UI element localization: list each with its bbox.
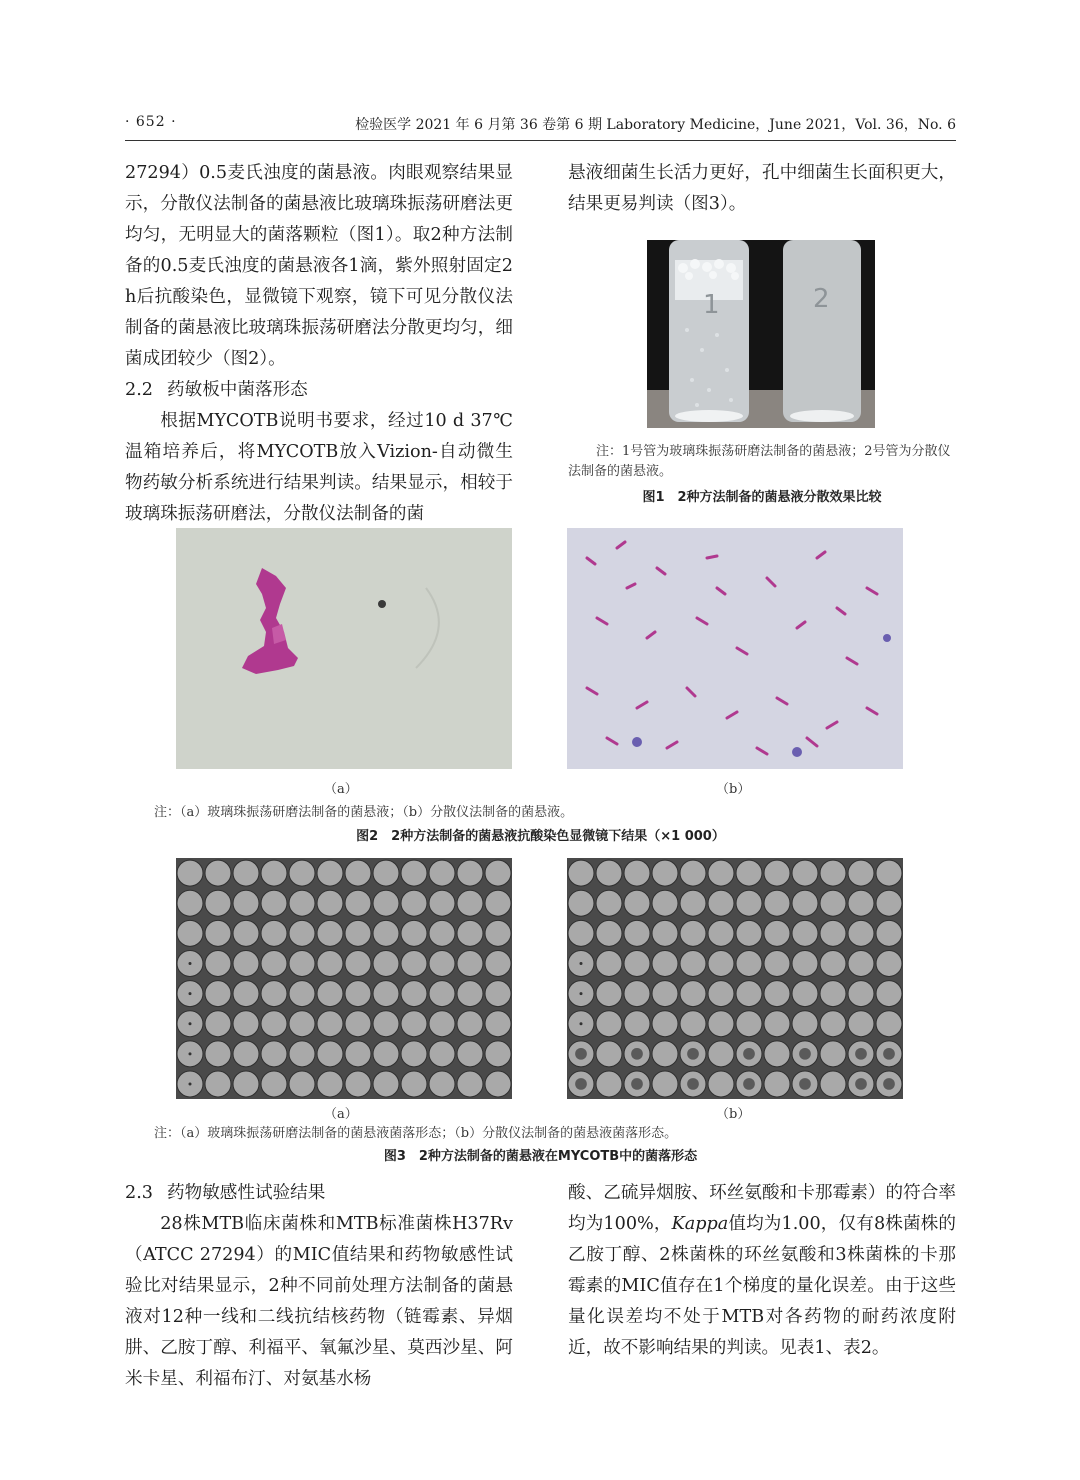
left-column-top [125, 158, 513, 530]
figure3-label-b: （b） [716, 1107, 751, 1122]
journal-header: 检验医学 2021 年 6 月第 36 卷第 6 期 Laboratory Medicine，June 2021，Vol. 36，No. 6 [355, 117, 956, 133]
figure2a-micrograph [176, 528, 512, 769]
text-part-2: 值均为1.00，仅有8株菌株的乙胺丁醇、2株菌株的环丝氨酸和3株菌株的卡那霉素的MIC值存在1个梯度的量化误差。由于这些量化误差均不处于MTB对各药物的耐药浓度附近，故不影响结果的判读。见表1、表2。 [568, 1214, 956, 1358]
section-title: 药敏板中菌落形态 [167, 380, 308, 400]
section-title: 药物敏感性试验结果 [167, 1183, 326, 1203]
paragraph-colony-morphology: 根据MYCOTB说明书要求，经过10 d 37℃温箱培养后，将MYCOTB放入Vizion-自动微生物药敏分析系统进行结果判读。结果显示，相较于玻璃珠振荡研磨法，分散仪法制备的菌 [125, 411, 513, 524]
section-number: 2.3 [125, 1183, 153, 1203]
figure3-note: 注：（a）玻璃珠振荡研磨法制备的菌悬液菌落形态；（b）分散仪法制备的菌悬液菌落形态。 [154, 1126, 678, 1141]
tube2-label: 2 [813, 284, 830, 314]
page-number: · 652 · [125, 114, 177, 130]
figure3-caption: 图3 2种方法制备的菌悬液在MYCOTB中的菌落形态 [383, 1149, 698, 1164]
figure3b-plate [567, 858, 903, 1099]
figure2b-micrograph [567, 528, 903, 769]
figure2-note: 注：（a）玻璃珠振荡研磨法制备的菌悬液；（b）分散仪法制备的菌悬液。 [154, 805, 574, 820]
text-part-1: 酸、乙硫异烟胺、环丝氨酸和卡那霉素）的符合率均为100%， [568, 1183, 956, 1234]
section-number: 2.2 [125, 380, 153, 400]
right-column-top [568, 158, 956, 220]
figure3-label-a: （a） [324, 1107, 358, 1122]
header-rule [125, 140, 956, 141]
figure1-caption: 图1 2种方法制备的菌悬液分散效果比较 [642, 490, 882, 505]
paragraph-susceptibility-continued [568, 1178, 956, 1364]
paragraph-susceptibility: 28株MTB临床菌株和MTB标准菌株H37Rv（ATCC 27294）的MIC值结果和药物敏感性试验比对结果显示，2种不同前处理方法制备的菌悬液对12种一线和二线抗结核药物（链霉素、异烟肼、乙胺丁醇、利福平、氧氟沙星、莫西沙星、阿米卡星、利福布汀、对氨基水杨 [125, 1214, 513, 1389]
kappa-term: Kappa [671, 1214, 729, 1234]
figure2-caption: 图2 2种方法制备的菌悬液抗酸染色显微镜下结果（×1 000） [356, 829, 725, 844]
section-heading-2-3 [125, 1178, 513, 1209]
figure1-note: 注：1号管为玻璃珠振荡研磨法制备的菌悬液；2号管为分散仪法制备的菌悬液。 [568, 444, 951, 479]
figure1-photo [647, 240, 875, 428]
paragraph-results-dispersion: 27294）0.5麦氏浊度的菌悬液。肉眼观察结果显示，分散仪法制备的菌悬液比玻璃珠振荡研磨法更均匀，无明显大的菌落颗粒（图1）。取2种方法制备的0.5麦氏浊度的菌悬液各1滴，紫外照射固定2 h后抗酸染色，显微镜下观察，镜下可见分散仪法制备的菌悬液比玻璃珠振荡研磨法分散更均匀，细菌成团较少（图2）。 [125, 163, 513, 369]
left-column-bottom [125, 1178, 513, 1395]
section-heading-2-2 [125, 375, 513, 406]
figure3a-plate [176, 858, 512, 1099]
right-column-bottom [568, 1178, 956, 1364]
tube1-label: 1 [703, 290, 720, 320]
figure2-label-b: （b） [716, 782, 751, 797]
paragraph-continued: 悬液细菌生长活力更好，孔中细菌生长面积更大，结果更易判读（图3）。 [568, 163, 956, 214]
figure2-label-a: （a） [324, 782, 358, 797]
